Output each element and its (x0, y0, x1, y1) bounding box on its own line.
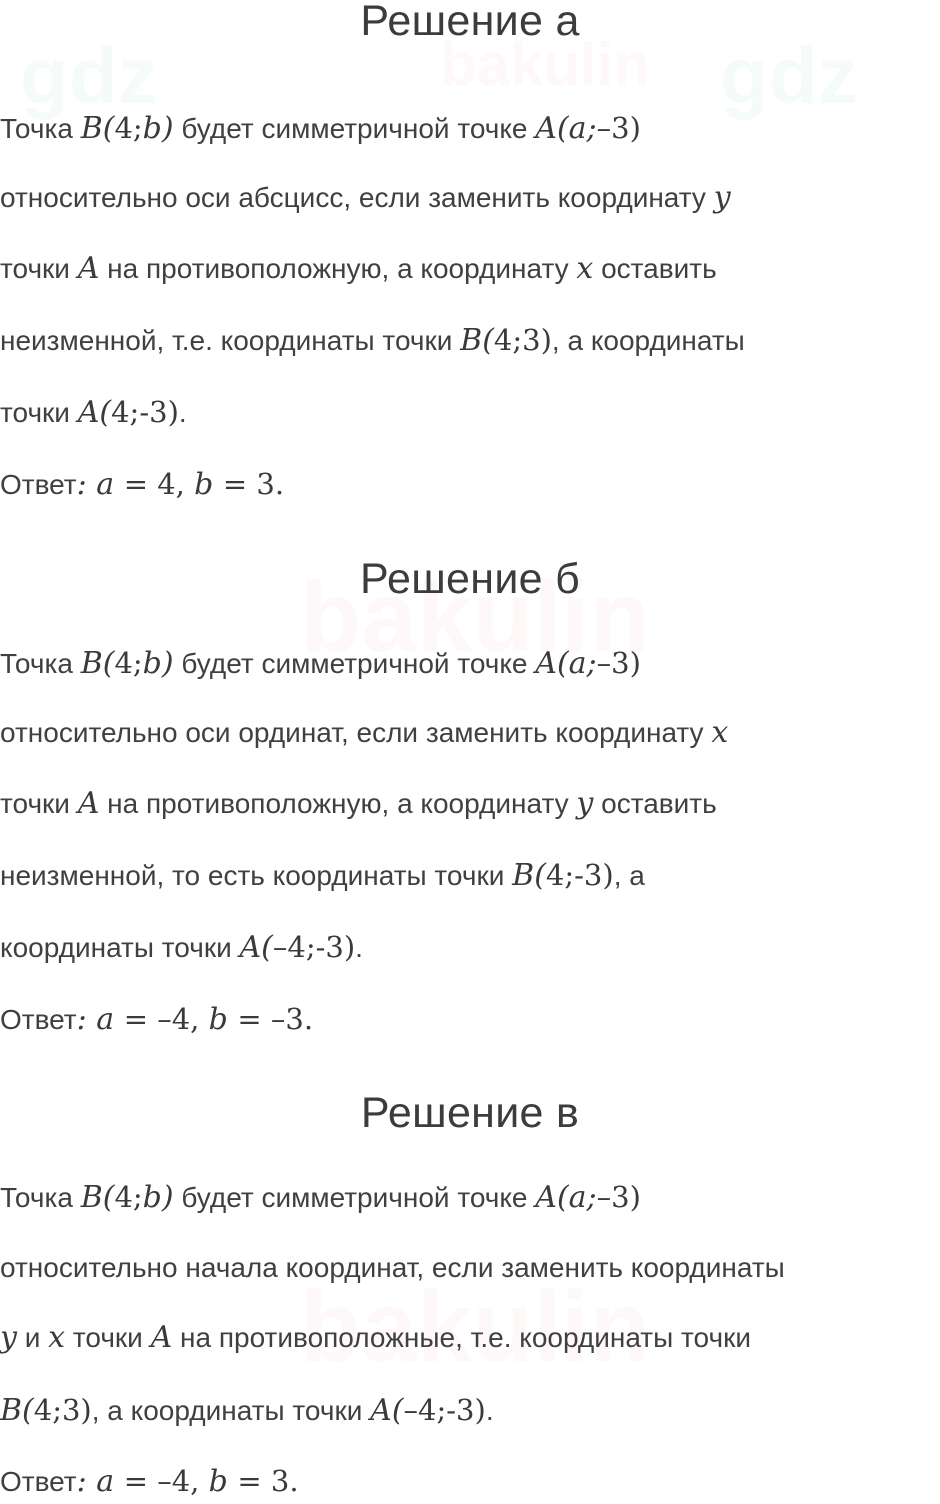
math-segment: B( (80, 111, 115, 146)
text-segment: на противоположную, а координату (99, 253, 577, 284)
math-segment: x (576, 251, 594, 286)
math-segment: y (576, 786, 594, 821)
math-segment: = –4, (123, 1002, 209, 1036)
text-segment: на противоположные, т.е. координаты точки (172, 1322, 751, 1353)
math-segment: = 4, (123, 467, 195, 501)
text-segment: точки (0, 788, 78, 819)
answer-line (0, 999, 313, 1040)
text-segment: оставить (593, 253, 717, 284)
text-line (0, 784, 717, 824)
math-segment: = 3. (237, 1464, 299, 1498)
text-line (0, 1318, 751, 1358)
text-line (0, 1177, 641, 1218)
text-segment: точки (0, 397, 78, 428)
math-segment: b (208, 1002, 238, 1037)
text-segment: и (16, 1322, 49, 1353)
text-segment: Ответ (0, 1004, 77, 1035)
math-segment: = 3. (222, 467, 285, 501)
text-segment: неизменной, т.е. координаты точки (0, 325, 461, 356)
text-segment: будет симметричной точке (173, 648, 536, 679)
text-segment: относительно начала координат, если заменить координаты (0, 1252, 785, 1283)
text-line (0, 392, 187, 433)
text-segment: неизменной, то есть координаты точки (0, 860, 513, 891)
math-segment: B( (460, 323, 494, 358)
math-segment: –3) (596, 1180, 641, 1214)
math-segment: b) (142, 646, 174, 681)
text-line (0, 855, 645, 896)
section-title: Решение в (360, 1089, 580, 1137)
math-segment: 4;-3) (111, 395, 179, 429)
text-segment: на противоположную, а координату (99, 788, 577, 819)
math-segment: A (150, 1320, 173, 1355)
math-segment: B( (0, 1393, 34, 1428)
math-segment: –4;-3) (272, 930, 356, 964)
text-line (0, 643, 641, 684)
math-segment: A(a; (535, 1180, 597, 1215)
math-segment: 4; (114, 646, 143, 680)
math-segment: : a (76, 467, 124, 502)
math-segment: B( (80, 1180, 115, 1215)
text-segment: будет симметричной точке (173, 1182, 536, 1213)
text-segment: относительно оси ординат, если заменить координату (0, 717, 712, 748)
math-segment: b (194, 467, 223, 502)
math-segment: 4;3) (33, 1393, 92, 1427)
math-segment: : a (76, 1464, 124, 1499)
text-segment: Точка (0, 113, 81, 144)
text-line (0, 249, 717, 289)
answer-line (0, 464, 284, 505)
math-segment: y (713, 180, 731, 215)
text-segment: Точка (0, 1182, 81, 1213)
math-segment: x (711, 715, 729, 750)
text-segment: , а координаты точки (91, 1395, 371, 1426)
text-segment: . (355, 932, 363, 963)
text-segment: будет симметричной точке (173, 113, 536, 144)
text-line (0, 713, 728, 753)
text-segment: , а (613, 860, 645, 891)
text-segment: . (178, 397, 187, 428)
math-segment: 4;3) (493, 323, 552, 357)
math-segment: 4; (114, 111, 143, 145)
math-segment: A( (239, 930, 273, 965)
math-segment: 4;-3) (545, 858, 614, 892)
math-segment: x (48, 1320, 66, 1355)
section-title: Решение а (360, 0, 580, 45)
text-segment: относительно оси абсцисс, если заменить координату (0, 182, 714, 213)
math-segment: b (208, 1464, 238, 1499)
answer-line (0, 1461, 299, 1502)
text-segment: Ответ (0, 1466, 77, 1497)
math-segment: A (77, 251, 100, 286)
text-line (0, 178, 731, 218)
math-segment: 4; (114, 1180, 143, 1214)
text-segment: точки (0, 253, 78, 284)
text-segment: Ответ (0, 469, 77, 500)
text-line (0, 1390, 494, 1431)
math-segment: b) (142, 111, 174, 146)
math-segment: = –4, (123, 1464, 209, 1498)
math-segment: B( (80, 646, 115, 681)
section-title: Решение б (359, 555, 581, 603)
math-segment: = –3. (237, 1002, 314, 1036)
math-segment: b) (142, 1180, 174, 1215)
text-line (0, 927, 363, 968)
text-segment: . (485, 1395, 494, 1426)
math-segment: A (77, 786, 100, 821)
math-segment: A(a; (535, 111, 597, 146)
text-line (0, 1248, 785, 1288)
math-segment: –3) (596, 646, 641, 680)
math-segment: B( (512, 858, 546, 893)
text-segment: оставить (593, 788, 717, 819)
math-segment: A( (77, 395, 112, 430)
text-segment: точки (65, 1322, 151, 1353)
text-line (0, 320, 745, 361)
text-segment: Точка (0, 648, 81, 679)
text-segment: , а координаты (551, 325, 745, 356)
math-segment: : a (76, 1002, 124, 1037)
text-segment: координаты точки (0, 932, 240, 963)
text-line (0, 108, 641, 149)
math-segment: A(a; (535, 646, 597, 681)
math-segment: A( (370, 1393, 404, 1428)
math-segment: y (0, 1320, 17, 1355)
math-segment: –4;-3) (403, 1393, 486, 1427)
math-segment: –3) (596, 111, 641, 145)
